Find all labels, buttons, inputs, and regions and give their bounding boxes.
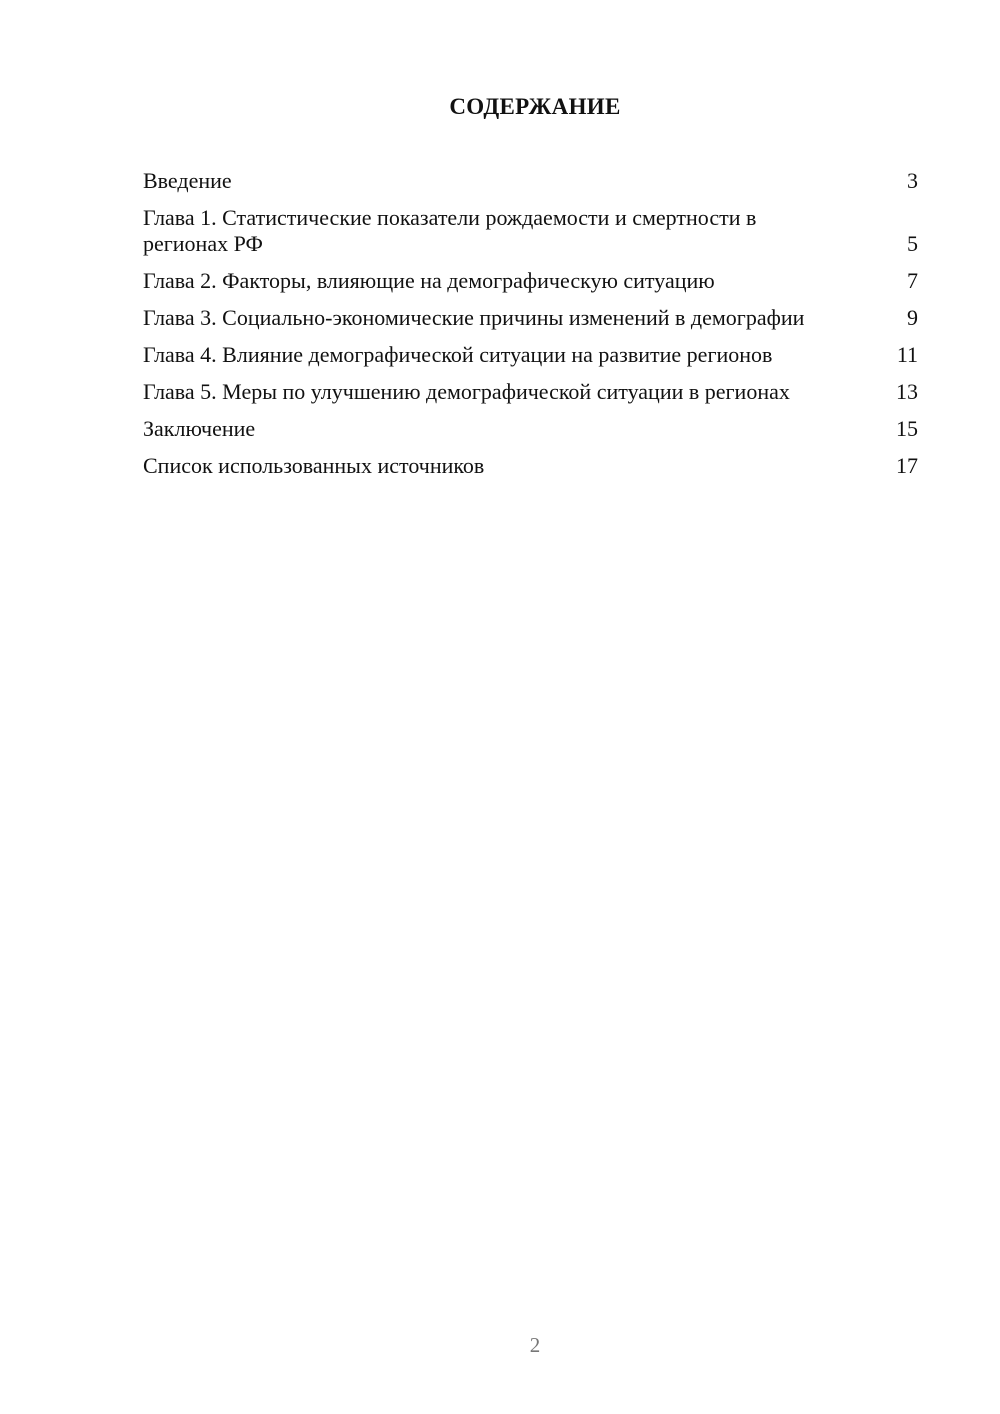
toc-entry-text: Глава 5. Меры по улучшению демографической ситуации в регионах: [143, 379, 790, 404]
toc-entry-text: Список использованных источников: [143, 453, 485, 478]
toc-entry-conclusion: [143, 416, 918, 442]
toc-entry-chapter-4: [143, 342, 918, 368]
toc-entry-page: 5: [907, 231, 918, 256]
toc-entry-page: 7: [907, 268, 918, 293]
toc-entry-text: Глава 3. Социально-экономические причины изменений в демографии: [143, 305, 805, 330]
toc-entry-chapter-1: [143, 205, 918, 257]
toc-entry-chapter-5: [143, 379, 918, 405]
toc-entry-text: Заключение: [143, 416, 256, 441]
toc-entry-chapter-3: [143, 305, 918, 331]
toc-entry-introduction: [143, 168, 918, 194]
toc-entry-text: Глава 4. Влияние демографической ситуации на развитие регионов: [143, 342, 773, 367]
toc-entry-text: Введение: [143, 168, 232, 193]
toc-entry-page: 15: [896, 416, 918, 441]
toc-entry-page: 11: [896, 342, 918, 367]
toc-entry-text: Глава 2. Факторы, влияющие на демографическую ситуацию: [143, 268, 715, 293]
table-of-contents: [143, 168, 918, 490]
toc-entry-references: [143, 453, 918, 479]
toc-entry-page: 9: [907, 305, 918, 330]
toc-entry-text: Глава 1. Статистические показатели рождаемости и смертности в регионах РФ: [143, 205, 757, 256]
toc-entry-page: 13: [896, 379, 918, 404]
toc-entry-chapter-2: [143, 268, 918, 294]
page-number: 2: [529, 1333, 541, 1357]
toc-entry-page: 17: [896, 453, 918, 478]
toc-entry-page: 3: [907, 168, 918, 193]
toc-title: СОДЕРЖАНИЕ: [449, 94, 621, 119]
